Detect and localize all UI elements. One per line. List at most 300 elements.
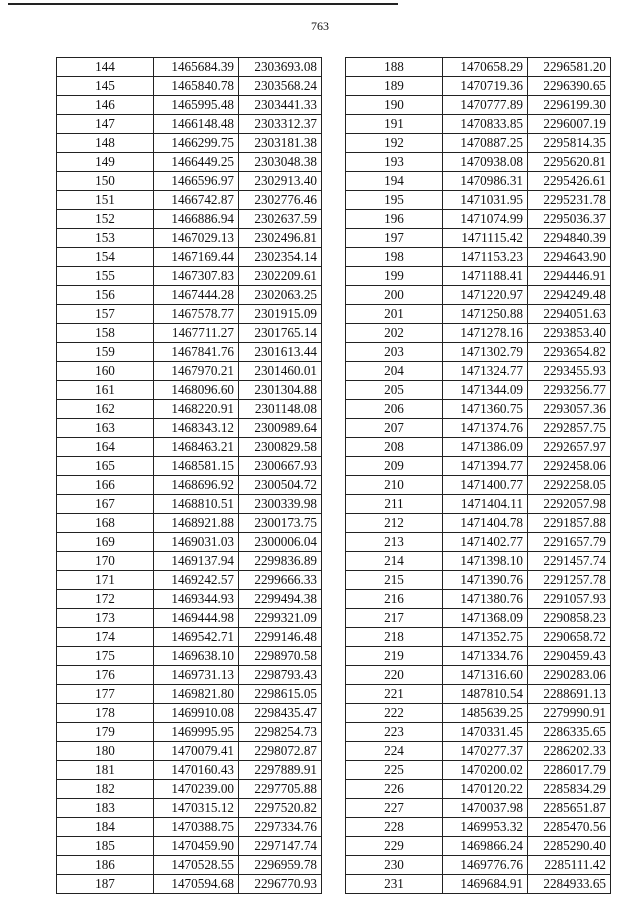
table-row bbox=[346, 115, 611, 134]
x-coordinate-cell: 1471386.09 bbox=[443, 438, 528, 457]
y-coordinate-cell: 2300829.58 bbox=[239, 438, 322, 457]
y-coordinate-cell: 2291057.93 bbox=[528, 590, 611, 609]
x-coordinate-cell: 1470986.31 bbox=[443, 172, 528, 191]
x-coordinate-cell: 1470037.98 bbox=[443, 799, 528, 818]
x-coordinate-cell: 1469542.71 bbox=[154, 628, 239, 647]
x-coordinate-cell: 1466148.48 bbox=[154, 115, 239, 134]
y-coordinate-cell: 2302496.81 bbox=[239, 229, 322, 248]
x-coordinate-cell: 1471368.09 bbox=[443, 609, 528, 628]
point-number-cell: 158 bbox=[57, 324, 154, 343]
x-coordinate-cell: 1471360.75 bbox=[443, 400, 528, 419]
table-row bbox=[346, 457, 611, 476]
y-coordinate-cell: 2292258.05 bbox=[528, 476, 611, 495]
y-coordinate-cell: 2299321.09 bbox=[239, 609, 322, 628]
table-row bbox=[57, 609, 322, 628]
table-row bbox=[346, 191, 611, 210]
table-row bbox=[57, 856, 322, 875]
x-coordinate-cell: 1470200.02 bbox=[443, 761, 528, 780]
point-number-cell: 188 bbox=[346, 58, 443, 77]
y-coordinate-cell: 2303693.08 bbox=[239, 58, 322, 77]
y-coordinate-cell: 2299836.89 bbox=[239, 552, 322, 571]
x-coordinate-cell: 1466886.94 bbox=[154, 210, 239, 229]
x-coordinate-cell: 1471344.09 bbox=[443, 381, 528, 400]
point-number-cell: 194 bbox=[346, 172, 443, 191]
y-coordinate-cell: 2291657.79 bbox=[528, 533, 611, 552]
y-coordinate-cell: 2303312.37 bbox=[239, 115, 322, 134]
x-coordinate-cell: 1470388.75 bbox=[154, 818, 239, 837]
y-coordinate-cell: 2297334.76 bbox=[239, 818, 322, 837]
point-number-cell: 177 bbox=[57, 685, 154, 704]
x-coordinate-cell: 1469684.91 bbox=[443, 875, 528, 894]
table-row bbox=[57, 286, 322, 305]
x-coordinate-cell: 1485639.25 bbox=[443, 704, 528, 723]
y-coordinate-cell: 2292458.06 bbox=[528, 457, 611, 476]
x-coordinate-cell: 1470120.22 bbox=[443, 780, 528, 799]
y-coordinate-cell: 2294051.63 bbox=[528, 305, 611, 324]
y-coordinate-cell: 2296199.30 bbox=[528, 96, 611, 115]
x-coordinate-cell: 1471278.16 bbox=[443, 324, 528, 343]
table-row bbox=[346, 134, 611, 153]
table-row bbox=[346, 476, 611, 495]
point-number-cell: 225 bbox=[346, 761, 443, 780]
point-number-cell: 200 bbox=[346, 286, 443, 305]
x-coordinate-cell: 1471188.41 bbox=[443, 267, 528, 286]
table-row bbox=[57, 818, 322, 837]
y-coordinate-cell: 2301613.44 bbox=[239, 343, 322, 362]
table-row bbox=[346, 381, 611, 400]
x-coordinate-cell: 1467444.28 bbox=[154, 286, 239, 305]
y-coordinate-cell: 2299494.38 bbox=[239, 590, 322, 609]
x-coordinate-cell: 1471302.79 bbox=[443, 343, 528, 362]
point-number-cell: 165 bbox=[57, 457, 154, 476]
y-coordinate-cell: 2291257.78 bbox=[528, 571, 611, 590]
y-coordinate-cell: 2298435.47 bbox=[239, 704, 322, 723]
table-row bbox=[57, 438, 322, 457]
point-number-cell: 221 bbox=[346, 685, 443, 704]
y-coordinate-cell: 2297147.74 bbox=[239, 837, 322, 856]
y-coordinate-cell: 2296581.20 bbox=[528, 58, 611, 77]
table-row bbox=[346, 628, 611, 647]
x-coordinate-cell: 1470331.45 bbox=[443, 723, 528, 742]
point-number-cell: 153 bbox=[57, 229, 154, 248]
y-coordinate-cell: 2285651.87 bbox=[528, 799, 611, 818]
x-coordinate-cell: 1468581.15 bbox=[154, 457, 239, 476]
table-row bbox=[57, 571, 322, 590]
table-row bbox=[346, 495, 611, 514]
point-number-cell: 210 bbox=[346, 476, 443, 495]
x-coordinate-cell: 1470719.36 bbox=[443, 77, 528, 96]
y-coordinate-cell: 2300006.04 bbox=[239, 533, 322, 552]
table-row bbox=[346, 666, 611, 685]
point-number-cell: 211 bbox=[346, 495, 443, 514]
y-coordinate-cell: 2298615.05 bbox=[239, 685, 322, 704]
table-row bbox=[57, 780, 322, 799]
table-row bbox=[346, 172, 611, 191]
y-coordinate-cell: 2292057.98 bbox=[528, 495, 611, 514]
table-row bbox=[57, 172, 322, 191]
y-coordinate-cell: 2295426.61 bbox=[528, 172, 611, 191]
coordinates-table-left-body bbox=[57, 58, 322, 894]
table-row bbox=[57, 799, 322, 818]
x-coordinate-cell: 1470239.00 bbox=[154, 780, 239, 799]
table-row bbox=[346, 362, 611, 381]
y-coordinate-cell: 2301460.01 bbox=[239, 362, 322, 381]
x-coordinate-cell: 1470594.68 bbox=[154, 875, 239, 894]
table-row bbox=[57, 58, 322, 77]
point-number-cell: 220 bbox=[346, 666, 443, 685]
point-number-cell: 170 bbox=[57, 552, 154, 571]
y-coordinate-cell: 2300339.98 bbox=[239, 495, 322, 514]
table-row bbox=[57, 324, 322, 343]
table-row bbox=[57, 666, 322, 685]
x-coordinate-cell: 1467307.83 bbox=[154, 267, 239, 286]
point-number-cell: 182 bbox=[57, 780, 154, 799]
table-row bbox=[57, 248, 322, 267]
table-row bbox=[57, 419, 322, 438]
x-coordinate-cell: 1469776.76 bbox=[443, 856, 528, 875]
point-number-cell: 161 bbox=[57, 381, 154, 400]
y-coordinate-cell: 2297705.88 bbox=[239, 780, 322, 799]
y-coordinate-cell: 2286202.33 bbox=[528, 742, 611, 761]
table-row bbox=[346, 58, 611, 77]
x-coordinate-cell: 1471404.11 bbox=[443, 495, 528, 514]
point-number-cell: 167 bbox=[57, 495, 154, 514]
x-coordinate-cell: 1469137.94 bbox=[154, 552, 239, 571]
point-number-cell: 198 bbox=[346, 248, 443, 267]
y-coordinate-cell: 2303568.24 bbox=[239, 77, 322, 96]
table-row bbox=[346, 761, 611, 780]
table-row bbox=[346, 324, 611, 343]
y-coordinate-cell: 2293853.40 bbox=[528, 324, 611, 343]
point-number-cell: 215 bbox=[346, 571, 443, 590]
point-number-cell: 160 bbox=[57, 362, 154, 381]
y-coordinate-cell: 2286017.79 bbox=[528, 761, 611, 780]
point-number-cell: 230 bbox=[346, 856, 443, 875]
point-number-cell: 147 bbox=[57, 115, 154, 134]
point-number-cell: 164 bbox=[57, 438, 154, 457]
y-coordinate-cell: 2300667.93 bbox=[239, 457, 322, 476]
point-number-cell: 223 bbox=[346, 723, 443, 742]
y-coordinate-cell: 2294446.91 bbox=[528, 267, 611, 286]
x-coordinate-cell: 1469344.93 bbox=[154, 590, 239, 609]
x-coordinate-cell: 1466449.25 bbox=[154, 153, 239, 172]
x-coordinate-cell: 1470459.90 bbox=[154, 837, 239, 856]
table-row bbox=[57, 533, 322, 552]
y-coordinate-cell: 2285290.40 bbox=[528, 837, 611, 856]
x-coordinate-cell: 1467578.77 bbox=[154, 305, 239, 324]
y-coordinate-cell: 2302354.14 bbox=[239, 248, 322, 267]
x-coordinate-cell: 1471324.77 bbox=[443, 362, 528, 381]
y-coordinate-cell: 2302209.61 bbox=[239, 267, 322, 286]
x-coordinate-cell: 1465995.48 bbox=[154, 96, 239, 115]
table-row bbox=[57, 191, 322, 210]
table-row bbox=[346, 799, 611, 818]
point-number-cell: 228 bbox=[346, 818, 443, 837]
x-coordinate-cell: 1468921.88 bbox=[154, 514, 239, 533]
y-coordinate-cell: 2302776.46 bbox=[239, 191, 322, 210]
point-number-cell: 191 bbox=[346, 115, 443, 134]
table-row bbox=[57, 96, 322, 115]
table-row bbox=[57, 343, 322, 362]
table-row bbox=[346, 248, 611, 267]
x-coordinate-cell: 1470160.43 bbox=[154, 761, 239, 780]
table-row bbox=[57, 628, 322, 647]
x-coordinate-cell: 1470277.37 bbox=[443, 742, 528, 761]
table-row bbox=[57, 837, 322, 856]
table-row bbox=[57, 305, 322, 324]
y-coordinate-cell: 2300504.72 bbox=[239, 476, 322, 495]
table-row bbox=[346, 514, 611, 533]
point-number-cell: 179 bbox=[57, 723, 154, 742]
x-coordinate-cell: 1466596.97 bbox=[154, 172, 239, 191]
point-number-cell: 199 bbox=[346, 267, 443, 286]
x-coordinate-cell: 1471394.77 bbox=[443, 457, 528, 476]
table-row bbox=[57, 267, 322, 286]
y-coordinate-cell: 2301148.08 bbox=[239, 400, 322, 419]
table-row bbox=[346, 590, 611, 609]
y-coordinate-cell: 2302637.59 bbox=[239, 210, 322, 229]
table-row bbox=[346, 438, 611, 457]
point-number-cell: 187 bbox=[57, 875, 154, 894]
x-coordinate-cell: 1468096.60 bbox=[154, 381, 239, 400]
y-coordinate-cell: 2292857.75 bbox=[528, 419, 611, 438]
point-number-cell: 152 bbox=[57, 210, 154, 229]
table-row bbox=[346, 609, 611, 628]
point-number-cell: 168 bbox=[57, 514, 154, 533]
table-row bbox=[57, 723, 322, 742]
table-row bbox=[346, 96, 611, 115]
y-coordinate-cell: 2285111.42 bbox=[528, 856, 611, 875]
x-coordinate-cell: 1471334.76 bbox=[443, 647, 528, 666]
table-row bbox=[346, 267, 611, 286]
x-coordinate-cell: 1469638.10 bbox=[154, 647, 239, 666]
y-coordinate-cell: 2299666.33 bbox=[239, 571, 322, 590]
x-coordinate-cell: 1466299.75 bbox=[154, 134, 239, 153]
table-row bbox=[57, 400, 322, 419]
x-coordinate-cell: 1471398.10 bbox=[443, 552, 528, 571]
y-coordinate-cell: 2300173.75 bbox=[239, 514, 322, 533]
x-coordinate-cell: 1470777.89 bbox=[443, 96, 528, 115]
point-number-cell: 201 bbox=[346, 305, 443, 324]
x-coordinate-cell: 1470833.85 bbox=[443, 115, 528, 134]
y-coordinate-cell: 2301765.14 bbox=[239, 324, 322, 343]
table-row bbox=[346, 552, 611, 571]
y-coordinate-cell: 2302063.25 bbox=[239, 286, 322, 305]
table-row bbox=[346, 419, 611, 438]
table-row bbox=[57, 153, 322, 172]
coordinates-table-right-body bbox=[346, 58, 611, 894]
x-coordinate-cell: 1467169.44 bbox=[154, 248, 239, 267]
table-row bbox=[346, 571, 611, 590]
y-coordinate-cell: 2298254.73 bbox=[239, 723, 322, 742]
point-number-cell: 169 bbox=[57, 533, 154, 552]
table-row bbox=[57, 647, 322, 666]
x-coordinate-cell: 1471404.78 bbox=[443, 514, 528, 533]
y-coordinate-cell: 2285834.29 bbox=[528, 780, 611, 799]
y-coordinate-cell: 2301304.88 bbox=[239, 381, 322, 400]
table-row bbox=[57, 590, 322, 609]
point-number-cell: 213 bbox=[346, 533, 443, 552]
point-number-cell: 205 bbox=[346, 381, 443, 400]
x-coordinate-cell: 1471115.42 bbox=[443, 229, 528, 248]
table-row bbox=[346, 210, 611, 229]
table-row bbox=[346, 780, 611, 799]
x-coordinate-cell: 1469953.32 bbox=[443, 818, 528, 837]
x-coordinate-cell: 1470079.41 bbox=[154, 742, 239, 761]
point-number-cell: 166 bbox=[57, 476, 154, 495]
x-coordinate-cell: 1470315.12 bbox=[154, 799, 239, 818]
table-row bbox=[346, 856, 611, 875]
point-number-cell: 208 bbox=[346, 438, 443, 457]
point-number-cell: 180 bbox=[57, 742, 154, 761]
point-number-cell: 227 bbox=[346, 799, 443, 818]
table-row bbox=[57, 552, 322, 571]
point-number-cell: 204 bbox=[346, 362, 443, 381]
point-number-cell: 212 bbox=[346, 514, 443, 533]
top-rule bbox=[8, 3, 398, 5]
point-number-cell: 207 bbox=[346, 419, 443, 438]
table-row bbox=[57, 134, 322, 153]
point-number-cell: 175 bbox=[57, 647, 154, 666]
point-number-cell: 150 bbox=[57, 172, 154, 191]
table-row bbox=[57, 742, 322, 761]
point-number-cell: 159 bbox=[57, 343, 154, 362]
coordinates-table-left bbox=[56, 57, 322, 894]
y-coordinate-cell: 2284933.65 bbox=[528, 875, 611, 894]
point-number-cell: 171 bbox=[57, 571, 154, 590]
table-row bbox=[57, 457, 322, 476]
x-coordinate-cell: 1471400.77 bbox=[443, 476, 528, 495]
point-number-cell: 157 bbox=[57, 305, 154, 324]
y-coordinate-cell: 2300989.64 bbox=[239, 419, 322, 438]
point-number-cell: 151 bbox=[57, 191, 154, 210]
table-row bbox=[57, 115, 322, 134]
coordinates-table-right bbox=[345, 57, 611, 894]
point-number-cell: 144 bbox=[57, 58, 154, 77]
table-row bbox=[346, 77, 611, 96]
x-coordinate-cell: 1471402.77 bbox=[443, 533, 528, 552]
point-number-cell: 219 bbox=[346, 647, 443, 666]
table-row bbox=[346, 305, 611, 324]
x-coordinate-cell: 1469866.24 bbox=[443, 837, 528, 856]
point-number-cell: 218 bbox=[346, 628, 443, 647]
table-row bbox=[346, 343, 611, 362]
point-number-cell: 197 bbox=[346, 229, 443, 248]
x-coordinate-cell: 1471220.97 bbox=[443, 286, 528, 305]
table-row bbox=[57, 704, 322, 723]
point-number-cell: 149 bbox=[57, 153, 154, 172]
y-coordinate-cell: 2296390.65 bbox=[528, 77, 611, 96]
x-coordinate-cell: 1470528.55 bbox=[154, 856, 239, 875]
table-row bbox=[346, 875, 611, 894]
table-row bbox=[346, 400, 611, 419]
table-row bbox=[57, 875, 322, 894]
table-row bbox=[346, 647, 611, 666]
table-row bbox=[346, 286, 611, 305]
y-coordinate-cell: 2290858.23 bbox=[528, 609, 611, 628]
point-number-cell: 148 bbox=[57, 134, 154, 153]
table-row bbox=[346, 533, 611, 552]
y-coordinate-cell: 2291857.88 bbox=[528, 514, 611, 533]
y-coordinate-cell: 2296770.93 bbox=[239, 875, 322, 894]
y-coordinate-cell: 2285470.56 bbox=[528, 818, 611, 837]
point-number-cell: 190 bbox=[346, 96, 443, 115]
x-coordinate-cell: 1471316.60 bbox=[443, 666, 528, 685]
table-row bbox=[57, 77, 322, 96]
table-row bbox=[57, 362, 322, 381]
point-number-cell: 202 bbox=[346, 324, 443, 343]
y-coordinate-cell: 2294643.90 bbox=[528, 248, 611, 267]
point-number-cell: 196 bbox=[346, 210, 443, 229]
point-number-cell: 183 bbox=[57, 799, 154, 818]
x-coordinate-cell: 1467711.27 bbox=[154, 324, 239, 343]
point-number-cell: 216 bbox=[346, 590, 443, 609]
point-number-cell: 222 bbox=[346, 704, 443, 723]
point-number-cell: 192 bbox=[346, 134, 443, 153]
table-row bbox=[346, 153, 611, 172]
x-coordinate-cell: 1467841.76 bbox=[154, 343, 239, 362]
x-coordinate-cell: 1465840.78 bbox=[154, 77, 239, 96]
table-row bbox=[57, 495, 322, 514]
table-row bbox=[346, 685, 611, 704]
table-row bbox=[57, 210, 322, 229]
y-coordinate-cell: 2303181.38 bbox=[239, 134, 322, 153]
x-coordinate-cell: 1469731.13 bbox=[154, 666, 239, 685]
point-number-cell: 146 bbox=[57, 96, 154, 115]
x-coordinate-cell: 1471074.99 bbox=[443, 210, 528, 229]
table-row bbox=[346, 723, 611, 742]
y-coordinate-cell: 2290658.72 bbox=[528, 628, 611, 647]
y-coordinate-cell: 2299146.48 bbox=[239, 628, 322, 647]
y-coordinate-cell: 2286335.65 bbox=[528, 723, 611, 742]
x-coordinate-cell: 1467029.13 bbox=[154, 229, 239, 248]
x-coordinate-cell: 1471374.76 bbox=[443, 419, 528, 438]
x-coordinate-cell: 1469242.57 bbox=[154, 571, 239, 590]
point-number-cell: 184 bbox=[57, 818, 154, 837]
y-coordinate-cell: 2302913.40 bbox=[239, 172, 322, 191]
point-number-cell: 163 bbox=[57, 419, 154, 438]
x-coordinate-cell: 1468343.12 bbox=[154, 419, 239, 438]
y-coordinate-cell: 2292657.97 bbox=[528, 438, 611, 457]
point-number-cell: 178 bbox=[57, 704, 154, 723]
point-number-cell: 174 bbox=[57, 628, 154, 647]
point-number-cell: 173 bbox=[57, 609, 154, 628]
y-coordinate-cell: 2290283.06 bbox=[528, 666, 611, 685]
point-number-cell: 156 bbox=[57, 286, 154, 305]
x-coordinate-cell: 1469444.98 bbox=[154, 609, 239, 628]
x-coordinate-cell: 1469995.95 bbox=[154, 723, 239, 742]
point-number-cell: 154 bbox=[57, 248, 154, 267]
y-coordinate-cell: 2297889.91 bbox=[239, 761, 322, 780]
point-number-cell: 203 bbox=[346, 343, 443, 362]
x-coordinate-cell: 1471250.88 bbox=[443, 305, 528, 324]
point-number-cell: 145 bbox=[57, 77, 154, 96]
point-number-cell: 214 bbox=[346, 552, 443, 571]
x-coordinate-cell: 1467970.21 bbox=[154, 362, 239, 381]
table-row bbox=[57, 476, 322, 495]
y-coordinate-cell: 2293654.82 bbox=[528, 343, 611, 362]
x-coordinate-cell: 1471390.76 bbox=[443, 571, 528, 590]
x-coordinate-cell: 1469910.08 bbox=[154, 704, 239, 723]
table-row bbox=[346, 229, 611, 248]
point-number-cell: 209 bbox=[346, 457, 443, 476]
y-coordinate-cell: 2288691.13 bbox=[528, 685, 611, 704]
x-coordinate-cell: 1470887.25 bbox=[443, 134, 528, 153]
y-coordinate-cell: 2297520.82 bbox=[239, 799, 322, 818]
y-coordinate-cell: 2303048.38 bbox=[239, 153, 322, 172]
x-coordinate-cell: 1466742.87 bbox=[154, 191, 239, 210]
point-number-cell: 186 bbox=[57, 856, 154, 875]
